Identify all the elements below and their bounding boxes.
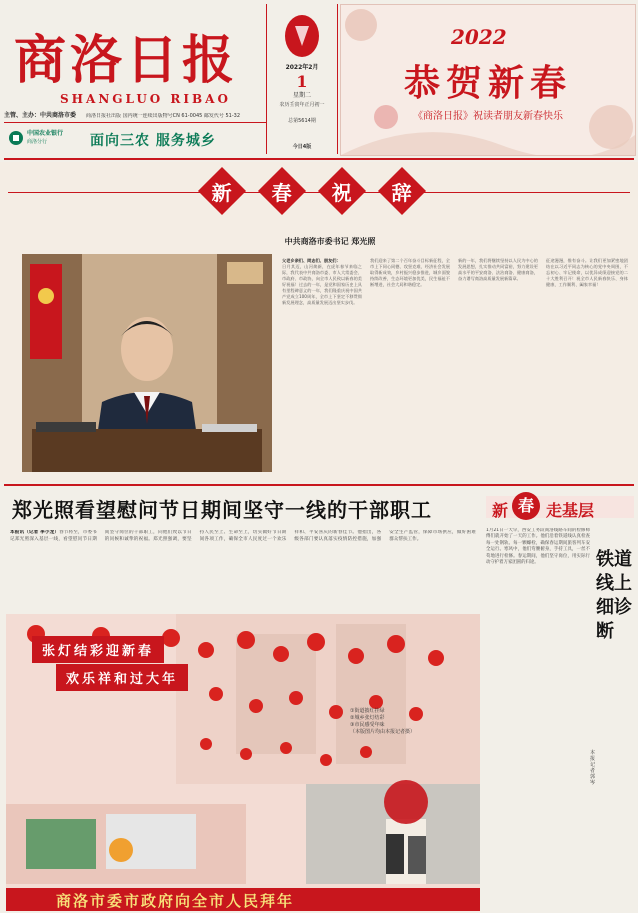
- main-story-byline: 本报讯（记者 李小龙）: [10, 530, 60, 535]
- bottom-banner-bar: [6, 888, 480, 911]
- masthead-rule: [4, 122, 266, 123]
- bank-ad: [4, 126, 266, 156]
- side-tag: [486, 492, 634, 522]
- bank-sub: 商洛分行: [27, 139, 48, 145]
- greeting-char-3: 祝: [318, 167, 366, 215]
- greeting-col-2: 我们迎来了第二个百年奋斗目标新征程，全市上下同心同德、攻坚克难，经济社会发展取得新成效，乡村振兴稳步推进，城乡面貌持续改善，生态环境更加优美，民生福祉不断增进，社会大局和谐稳定。: [370, 258, 450, 287]
- newspaper-pinyin: SHANGLUO RIBAO: [60, 92, 231, 106]
- bottom-banner-text: 商洛市委市政府向全市人民拜年: [56, 892, 295, 910]
- side-story-body: 1月21日一大早，西安工务段商洛线路车间的检修师傅们就开始了一天的工作。他们沿着铁道线认真检查每一处钢轨、每一颗螺栓，确保春运期间旅客列车安全运行。寒风中，他们弯腰俯身，手持工具，一丝不苟地进行检修。春运期间，他们坚守岗位，用实际行动守护着万家团圆的归途。: [486, 528, 590, 566]
- greeting-char-4: 辞: [378, 167, 426, 215]
- tiger-emblem-icon: [282, 10, 322, 58]
- page-count: 今日4版: [292, 144, 312, 150]
- banner-subline: 《商洛日报》祝读者朋友新春快乐: [413, 111, 563, 122]
- banner-greeting: 恭贺新春: [403, 62, 572, 104]
- greeting-col-3: 新的一年，我们将继续坚持以人民为中心的发展思想，扎实推动共同富裕，努力建设更高水平的平安商洛、法治商洛、健康商洛，奋力谱写商洛高质量发展新篇章。: [458, 258, 538, 281]
- bank-name: 中国农业银行: [27, 130, 64, 137]
- issue-date: 2022年2月: [285, 64, 319, 71]
- bank-logo-icon: [8, 130, 24, 146]
- registration-info: 商洛日报社出版 国内统一连续出版物号CN 61-0045 邮发代号 51-32: [86, 113, 241, 119]
- side-reporter: 本报记者 郭岑: [590, 750, 596, 786]
- slogan-2: 欢乐祥和过大年: [56, 664, 188, 691]
- newspaper-title: 商洛日报: [14, 30, 239, 91]
- caption-3: ③市民感受年味: [350, 722, 385, 728]
- greeting-col-1-text: 日月其迈，山河焕新，在虎年春节来临之际，我代表中共商洛市委、市人大常委会、市政府、市政协，向全市人民致以新春的美好祝福！过去的一年，是党和国家历史上具有里程碑意义的一年，我们隆重庆祝中国共产党成立100周年，全市上下坚定不移贯彻新发展理念，高质量发展迈出坚实步伐。: [282, 264, 362, 305]
- issue-number: 总第5614期: [288, 118, 316, 124]
- photo-captions: [350, 708, 476, 736]
- issue-day: 1: [296, 72, 308, 91]
- weekday: 星期二: [292, 92, 311, 99]
- side-tag-mid: 春: [512, 492, 540, 520]
- banner-year: 2022: [451, 25, 507, 49]
- side-tag-prefix: 新: [492, 501, 509, 520]
- greeting-char-1: 新: [198, 167, 246, 215]
- slogan-1: 张灯结彩迎新春: [32, 636, 164, 663]
- greeting-byline: 中共商洛市委书记 郑光照: [284, 237, 376, 246]
- main-story-body: [10, 530, 476, 612]
- bank-slogan: 面向三农 服务城乡: [90, 133, 216, 149]
- caption-2: ②城乡张灯结彩: [350, 715, 385, 721]
- side-tag-suffix: 走基层: [546, 501, 595, 520]
- section-rule: [4, 484, 634, 486]
- caption-1: ①街道披红挂绿: [350, 708, 385, 714]
- greeting-section: [0, 162, 638, 482]
- portrait-photo: [22, 254, 272, 472]
- masthead-bottom-rule: [4, 158, 634, 160]
- portrait-illustration: [22, 254, 272, 472]
- main-story-text: 春节将至，市委书记郑光照深入基层一线，看望慰问节日期间坚守岗位的干部职工，向他们致以节日的问候和诚挚的祝福。郑光照强调，要坚持人民至上、生命至上，切实做好节日期间各项工作，确保全市人民度过一个欢乐祥和、平安喜庆的新春佳节。他指出，各级各部门要认真落实疫情防控措施，加强安全生产监管，保障市场供应，做好困难群众帮扶工作。: [10, 530, 476, 542]
- main-headline: 郑光照看望慰问节日期间坚守一线的干部职工: [12, 498, 432, 522]
- new-year-banner: [340, 4, 636, 156]
- date-box: [266, 4, 338, 154]
- greeting-col-1: [282, 258, 362, 470]
- side-vertical-title: 铁道线上细诊断: [596, 549, 632, 642]
- photo-credit: （本版图片均由本报记者摄）: [350, 729, 416, 735]
- sponsor-line: 主管、主办：中共商洛市委: [4, 112, 77, 119]
- greeting-char-2: 春: [258, 167, 306, 215]
- greeting-col-4: 征途漫漫，惟有奋斗。让我们更加紧密地团结在以习近平同志为核心的党中央周围，不忘初心、牢记使命，以优异成绩迎接党的二十大胜利召开！祝全市人民新春快乐、身体健康、工作顺利、阖家幸福！: [546, 258, 628, 287]
- greeting-salutation: 父老乡亲们、同志们、朋友们：: [282, 258, 341, 263]
- photo-feature: [6, 614, 480, 911]
- lunar-date: 农历壬寅年正月初一: [279, 102, 325, 108]
